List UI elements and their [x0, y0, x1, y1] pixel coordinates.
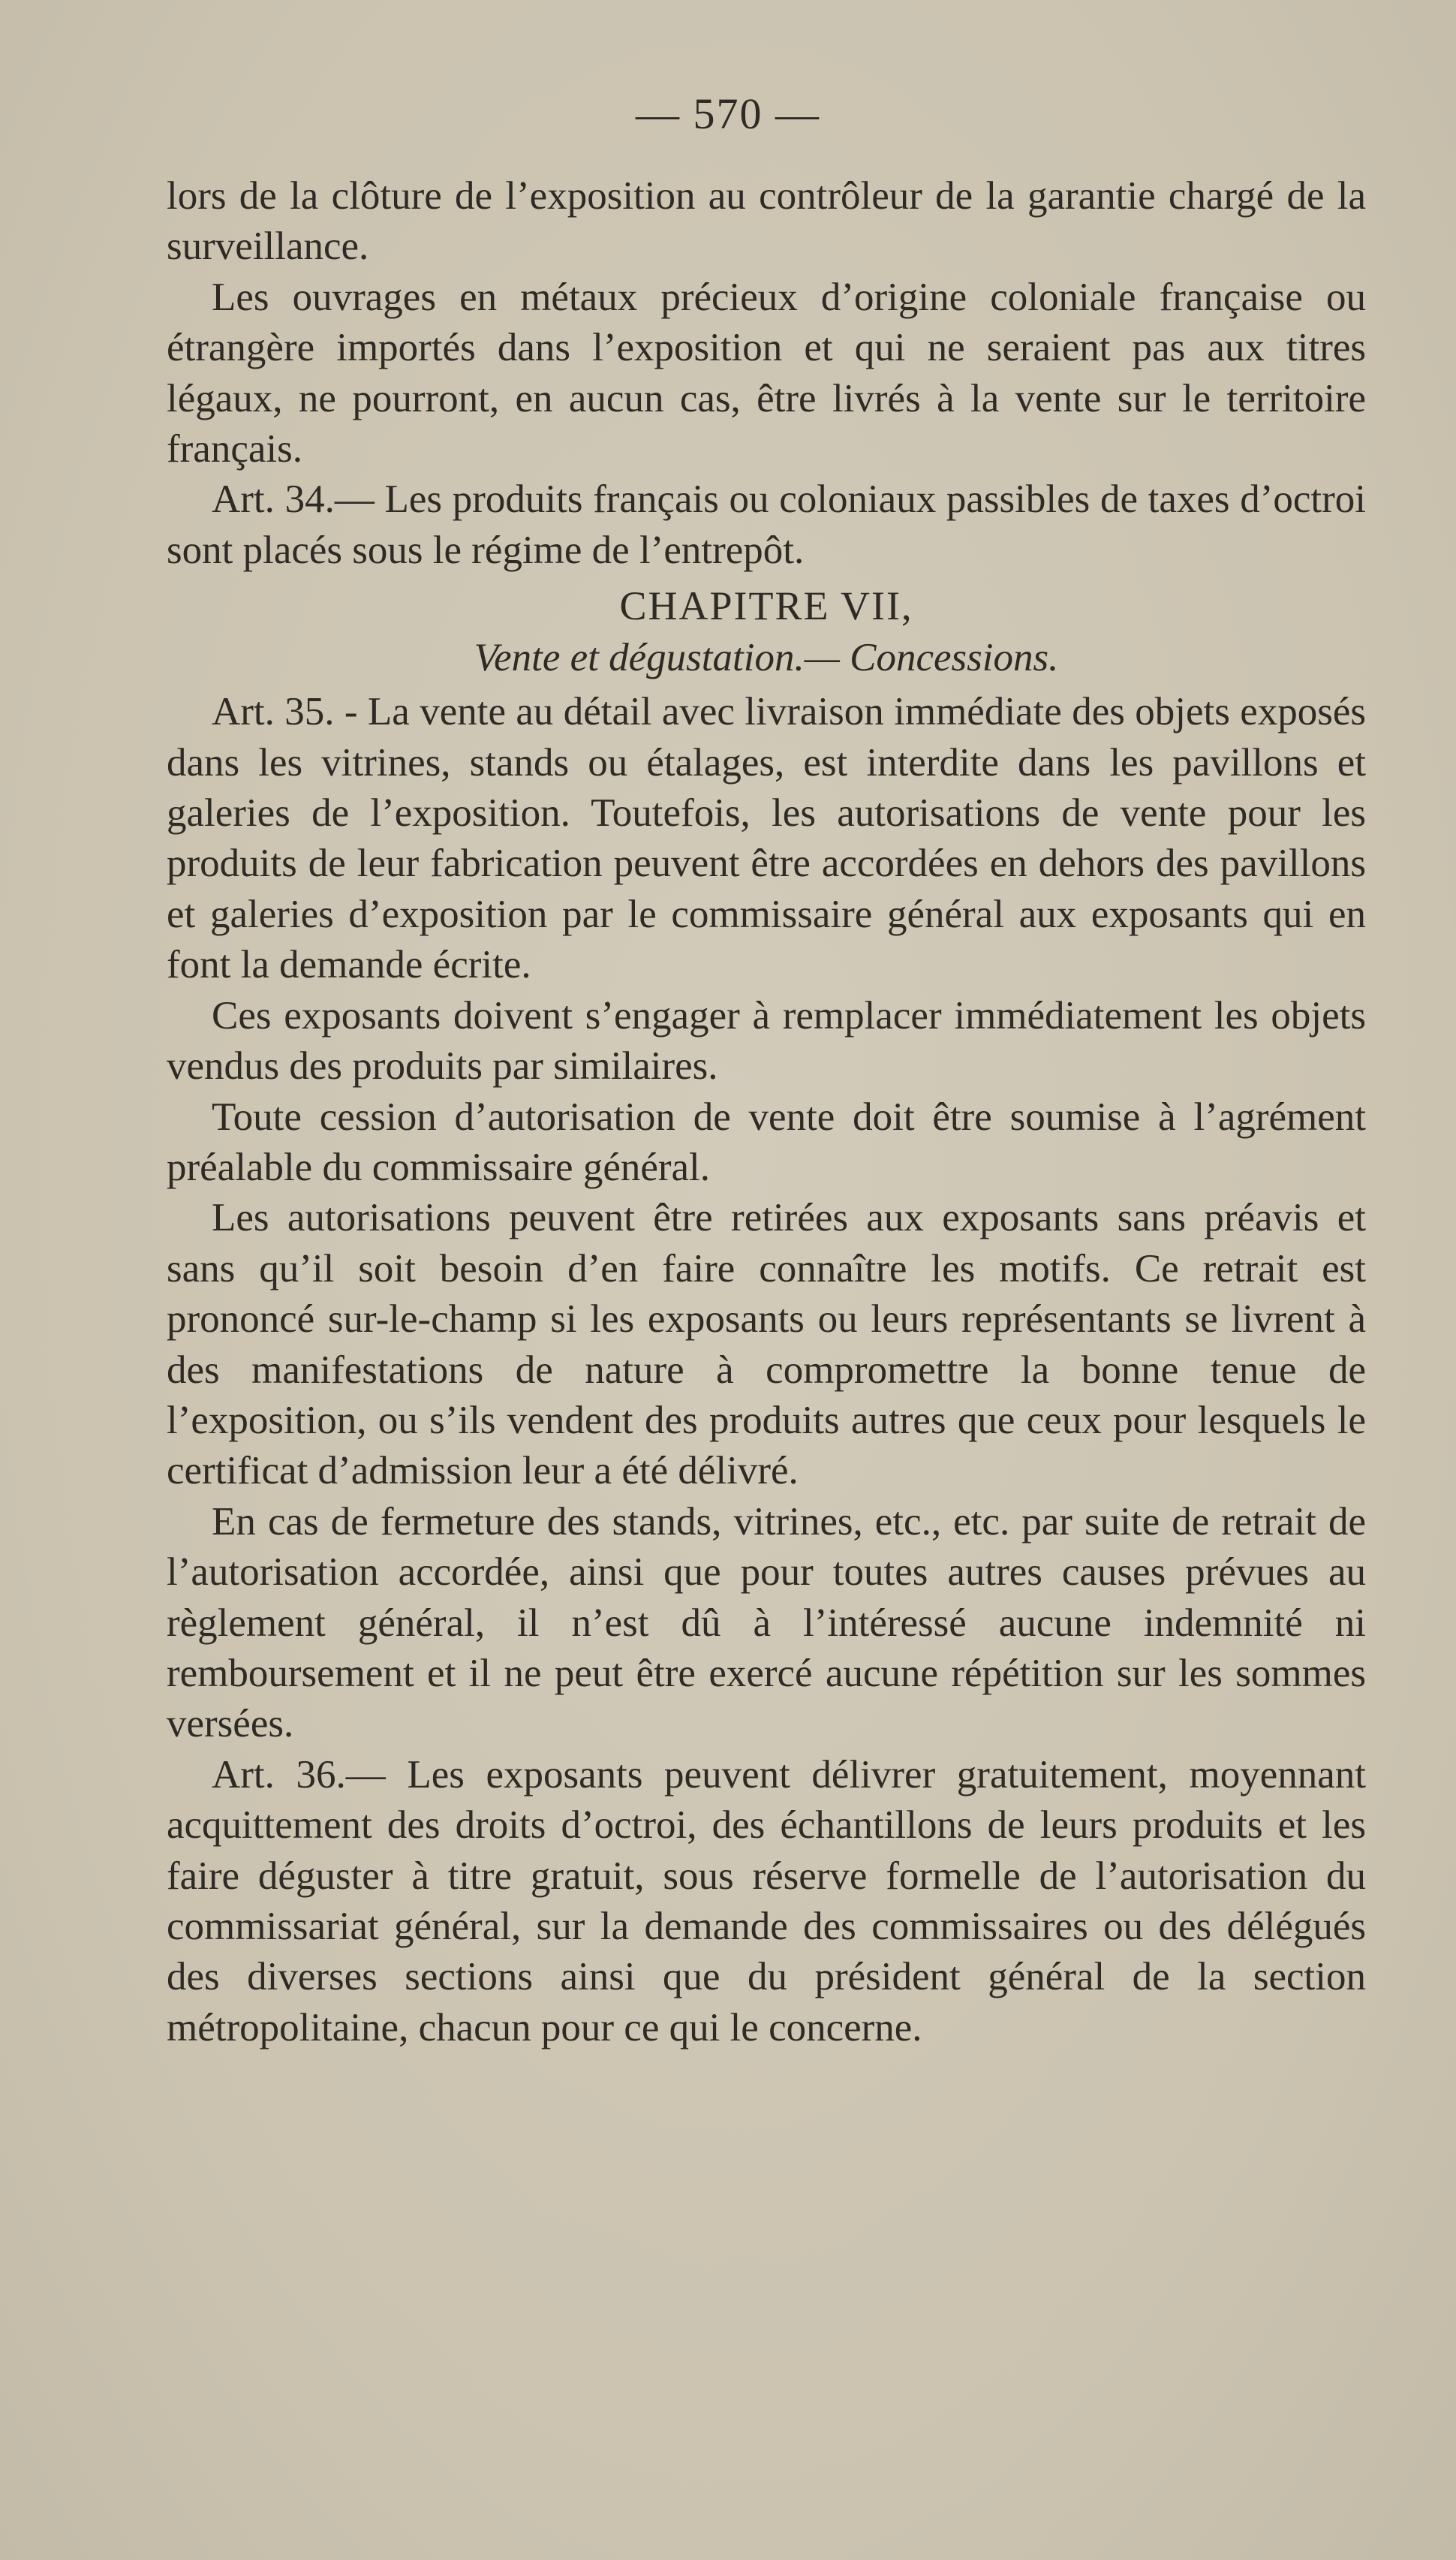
paragraph-authorization-transfer: Toute cession d’autorisation de vente doit être soumise à l’agrément préalable du commissaire général.: [167, 1095, 1366, 1189]
page-number: — 570 —: [636, 89, 820, 138]
chapter-subtitle: Vente et dégustation.— Concessions.: [474, 636, 1059, 680]
paragraph-continuation: lors de la clôture de l’exposition au contrôleur de la garantie chargé de la surveillance.: [167, 174, 1366, 269]
paragraph-article-36: Art. 36.— Les exposants peuvent délivrer gratuitement, moyennant acquittement des droits d’octroi, des échantillons de leurs produits et les faire déguster à titre gratuit, sous réserve formelle de l’autorisation du commissariat général, sur la demande des commissaires ou des délégués des diverses sections ainsi que du président général de la section métropolitaine, chacun pour ce qui le concerne.: [167, 1752, 1366, 2050]
body-text: [167, 171, 1366, 2053]
paragraph-closure-no-indemnity: En cas de fermeture des stands, vitrines, etc., etc. par suite de retrait de l’autorisation accordée, ainsi que pour toutes autres causes prévues au règlement général, il n’est dû à l’intéressé aucune indemnité ni remboursement et il ne peut être exercé aucune répétition sur les sommes versées.: [167, 1499, 1366, 1746]
paragraph-exhibitors-commitment: Ces exposants doivent s’engager à remplacer immédiatement les objets vendus des produits par similaires.: [167, 993, 1366, 1089]
chapter-title: CHAPITRE VII,: [619, 583, 913, 629]
paragraph-article-34: Art. 34.— Les produits français ou coloniaux passibles de taxes d’octroi sont placés sous le régime de l’entrepôt.: [167, 477, 1366, 572]
paragraph-authorization-withdrawal: Les autorisations peuvent être retirées aux exposants sans préavis et sans qu’il soit besoin d’en faire connaître les motifs. Ce retrait est prononcé sur-le-champ si les exposants ou leurs représentants se livrent à des manifestations de nature à compromettre la bonne tenue de l’exposition, ou s’ils vendent des produits autres que ceux pour lesquels le certificat d’admission leur a été délivré.: [167, 1196, 1366, 1493]
paragraph-precious-metals: Les ouvrages en métaux précieux d’origine coloniale française ou étrangère importés dans l’exposition et qui ne seraient pas aux titres légaux, ne pourront, en aucun cas, être livrés à la vente sur le territoire français.: [167, 275, 1366, 471]
paragraph-article-35: Art. 35. - La vente au détail avec livraison immédiate des objets exposés dans les vitrines, stands ou étalages, est interdite dans les pavillons et galeries de l’exposition. Toutefois, les autorisations de vente pour les produits de leur fabrication peuvent être accordées en dehors des pavillons et galeries d’exposition par le commissaire général aux exposants qui en font la demande écrite.: [167, 690, 1366, 987]
